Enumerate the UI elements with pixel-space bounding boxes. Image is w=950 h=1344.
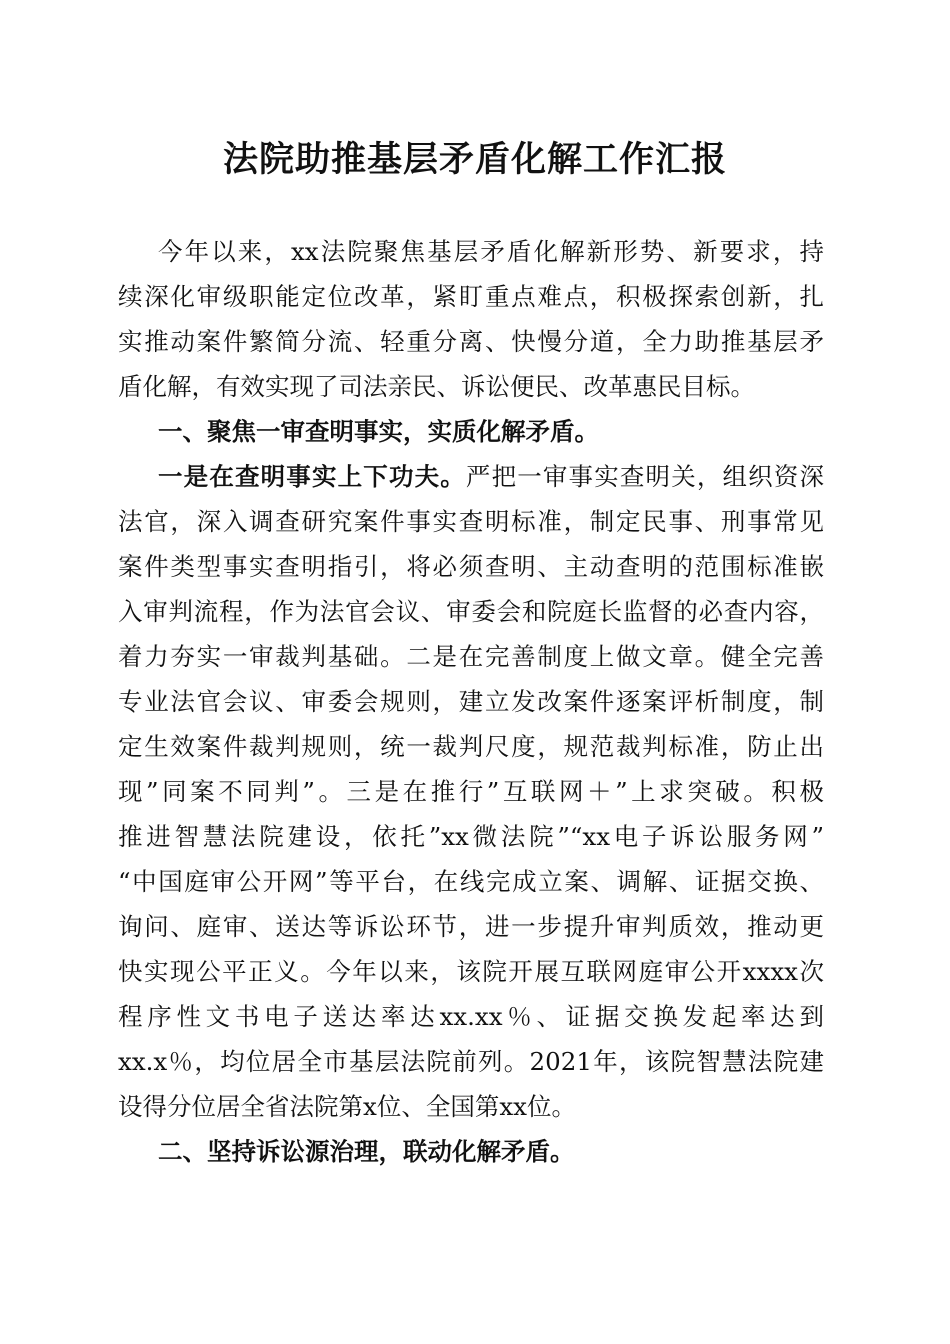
section1-line-15: 设得分位居全省法院第x位、全国第xx位。	[118, 1092, 576, 1121]
section1-line-8: 现”同案不同判”。三是在推行”互联网＋”上求突破。积极	[118, 777, 824, 806]
section1-line-3: 案件类型事实查明指引，将必须查明、主动查明的范围标准嵌	[118, 552, 824, 581]
intro-line-3: 实推动案件繁简分流、轻重分离、快慢分道，全力助推基层矛	[118, 327, 824, 356]
intro-line-2: 续深化审级职能定位改革，紧盯重点难点，积极探索创新，扎	[118, 282, 824, 311]
section1-line-2: 法官，深入调查研究案件事实查明标准，制定民事、刑事常见	[118, 507, 824, 536]
section1-line-1	[158, 457, 824, 497]
section1-line-5: 着力夯实一审裁判基础。二是在完善制度上做文章。健全完善	[118, 642, 824, 671]
section1-line-4: 入审判流程，作为法官会议、审委会和院庭长监督的必查内容，	[118, 597, 824, 626]
section1-lead: 一是在查明事实上下功夫。	[158, 462, 466, 491]
section1-line-1-text: 严把一审事实查明关，组织资深	[465, 462, 825, 491]
section1-line-7: 定生效案件裁判规则，统一裁判尺度，规范裁判标准，防止出	[118, 732, 824, 761]
section-heading-1: 一、聚焦一审查明事实，实质化解矛盾。	[158, 417, 599, 446]
section1-line-9: 推进智慧法院建设，依托”xx微法院”“xx电子诉讼服务网”	[118, 822, 824, 851]
intro-line-1: 今年以来，xx法院聚焦基层矛盾化解新形势、新要求，持	[158, 237, 824, 266]
section1-line-6: 专业法官会议、审委会规则，建立发改案件逐案评析制度，制	[118, 687, 824, 716]
section-heading-2: 二、坚持诉讼源治理，联动化解矛盾。	[158, 1137, 575, 1166]
section1-line-14: xx.x％，均位居全市基层法院前列。2021年，该院智慧法院建	[118, 1047, 824, 1076]
section1-line-10: “中国庭审公开网”等平台，在线完成立案、调解、证据交换、	[118, 867, 824, 896]
intro-line-4: 盾化解，有效实现了司法亲民、诉讼便民、改革惠民目标。	[118, 372, 755, 401]
document-title: 法院助推基层矛盾化解工作汇报	[222, 139, 727, 180]
section1-line-11: 询问、庭审、送达等诉讼环节，进一步提升审判质效，推动更	[118, 912, 824, 941]
section1-line-13: 程序性文书电子送达率达xx.xx％、证据交换发起率达到	[118, 1002, 824, 1031]
section1-line-12: 快实现公平正义。今年以来，该院开展互联网庭审公开xxxx次	[118, 957, 824, 986]
